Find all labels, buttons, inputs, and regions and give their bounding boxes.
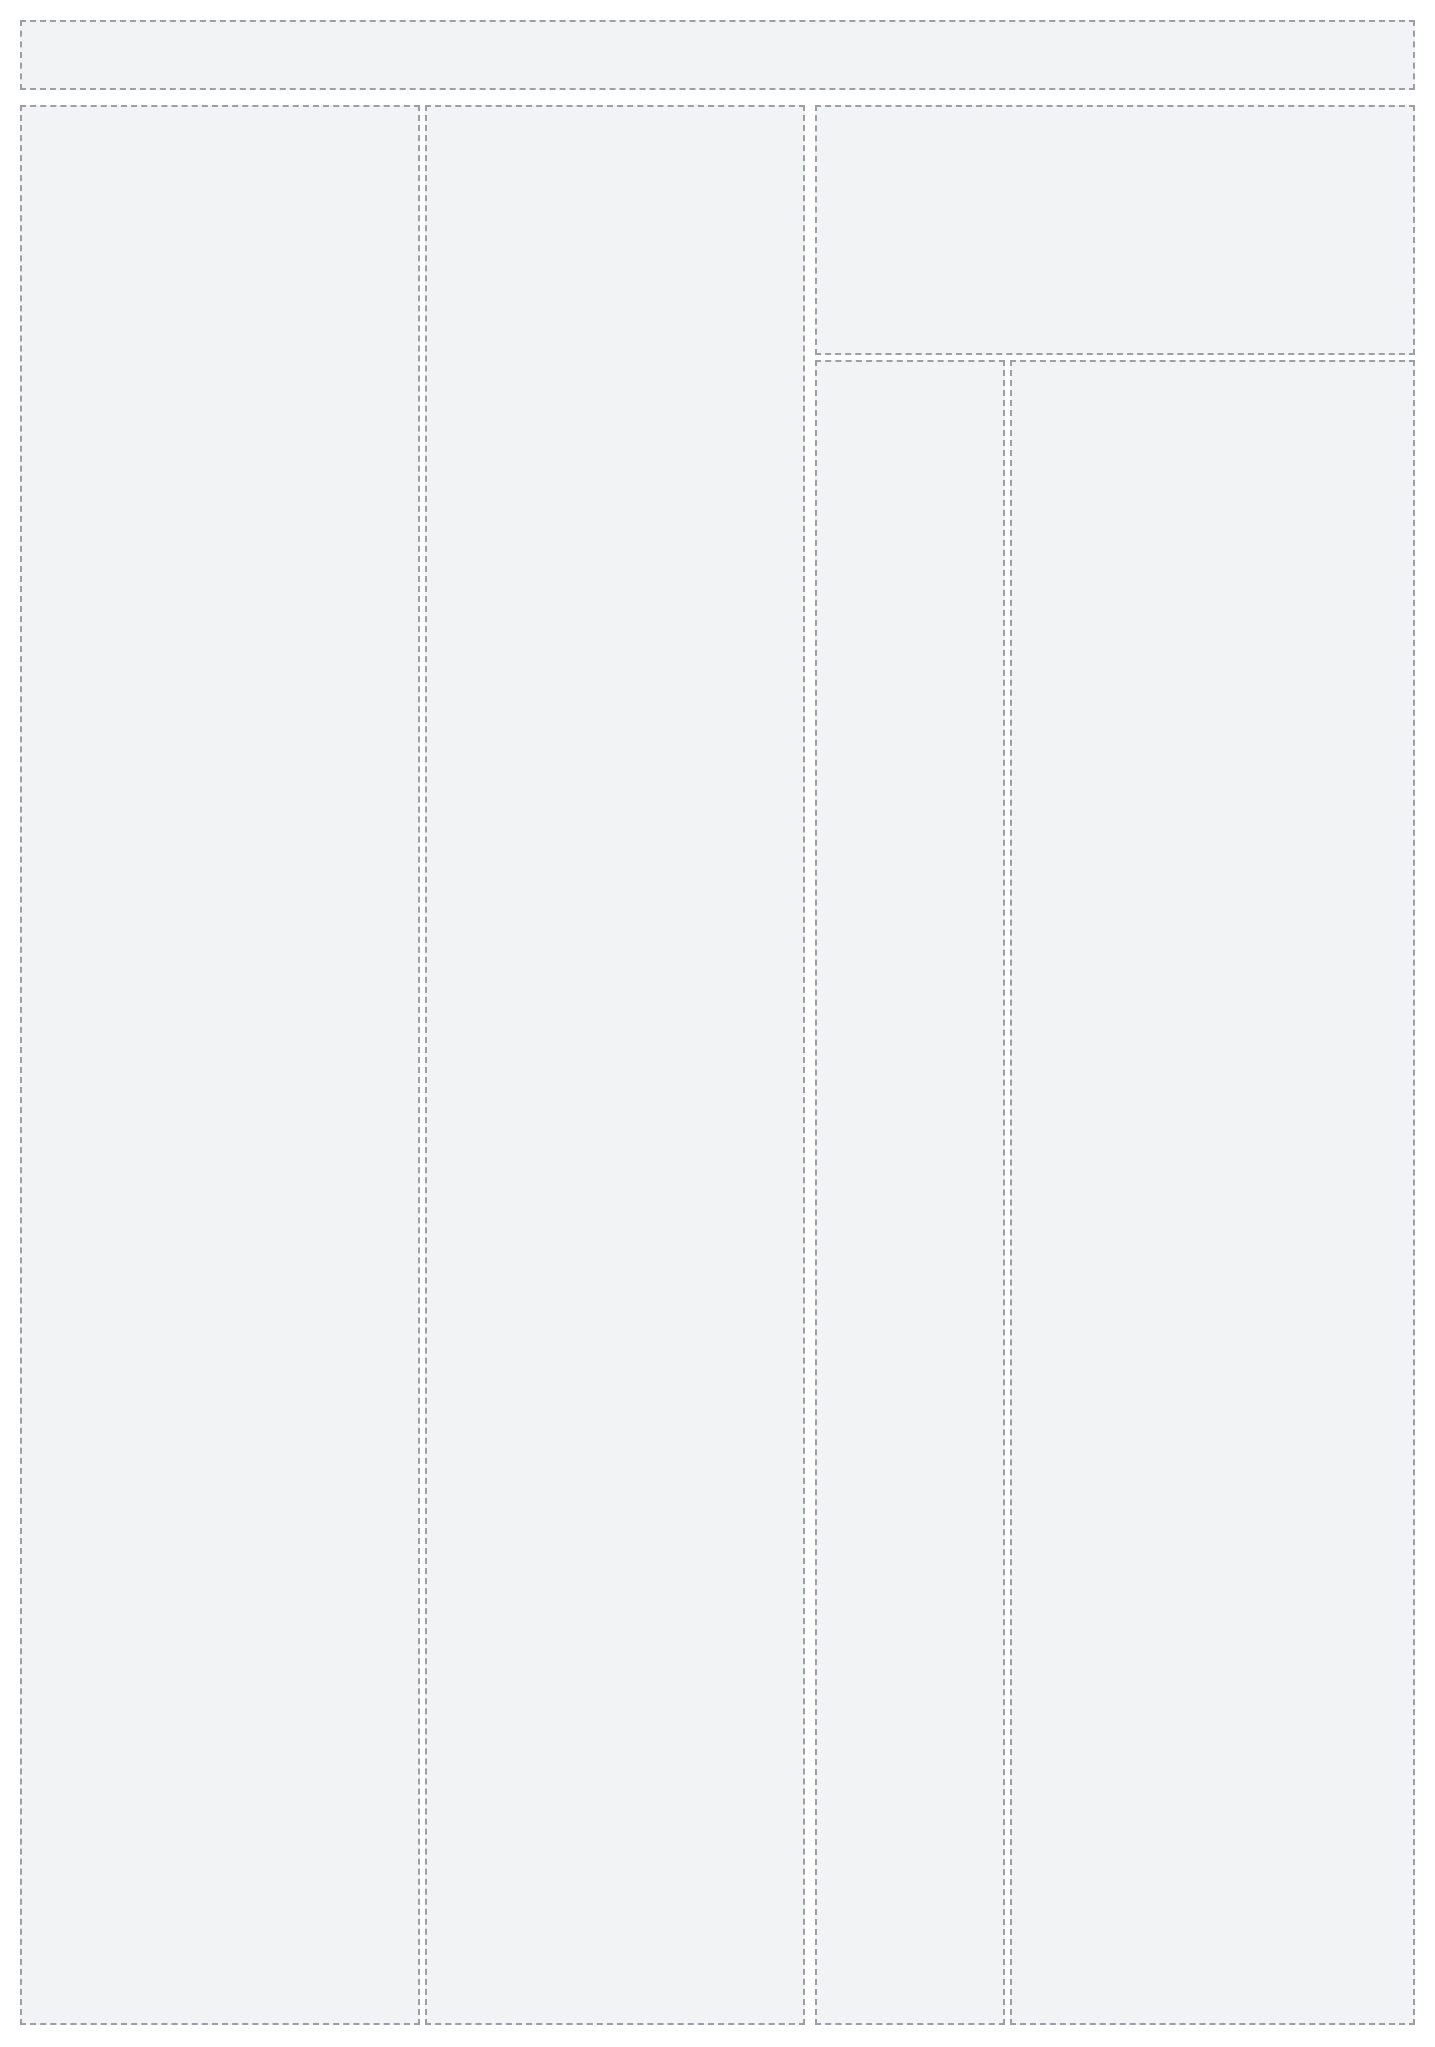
- masthead-bar: [20, 20, 1415, 90]
- ads-column-center: [425, 105, 805, 2025]
- ads-column-left: [20, 105, 420, 2025]
- article-column-middle: [815, 360, 1005, 2025]
- headline-block: [815, 105, 1415, 355]
- article-column-right: [1010, 360, 1415, 2025]
